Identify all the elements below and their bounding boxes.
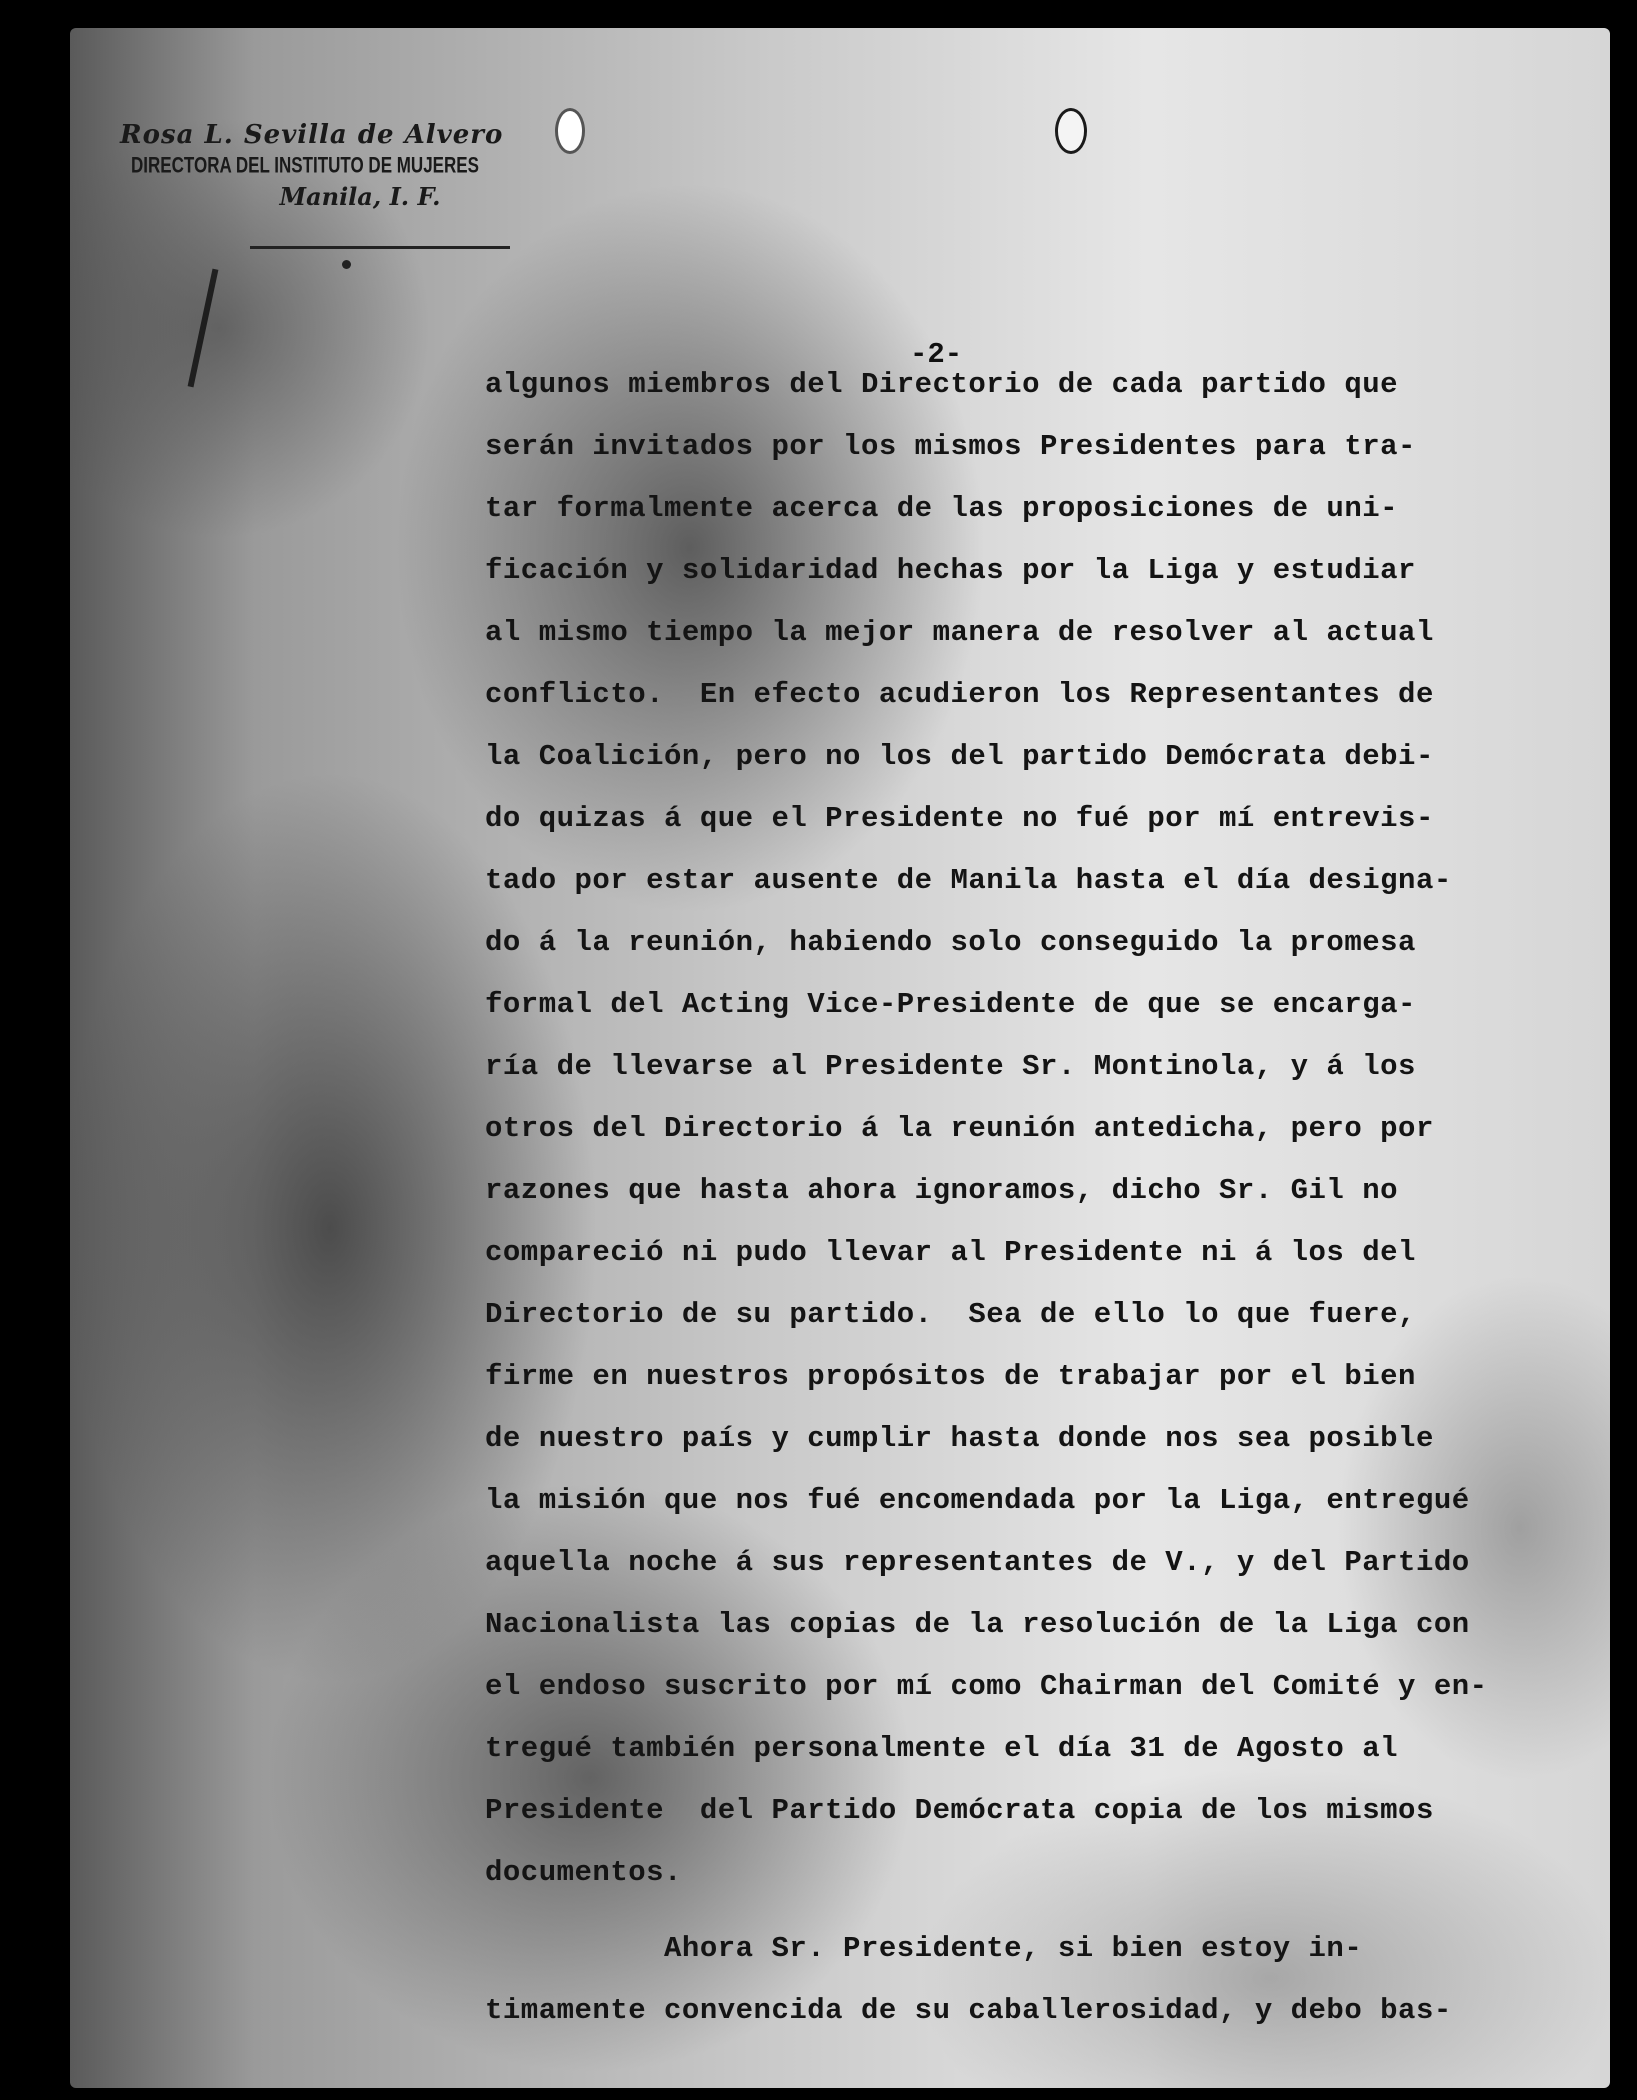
body-line: timamente convencida de su caballerosidad, y debo bas- (485, 1994, 1452, 2027)
body-line: Presidente del Partido Demócrata copia de los mismos (485, 1794, 1434, 1827)
letterhead-name: Rosa L. Sevilla de Alvero (120, 120, 504, 150)
body-line: do á la reunión, habiendo solo conseguido la promesa (485, 926, 1416, 959)
body-line: serán invitados por los mismos Presidentes para tra- (485, 430, 1416, 463)
letterhead-stamp (120, 120, 504, 211)
body-line: formal del Acting Vice-Presidente de que se encarga- (485, 988, 1416, 1021)
body-line: el endoso suscrito por mí como Chairman del Comité y en- (485, 1670, 1488, 1703)
body-line: Nacionalista las copias de la resolución de la Liga con (485, 1608, 1470, 1641)
letterhead-dot (342, 260, 351, 269)
letterhead-title: DIRECTORA DEL INSTITUTO DE MUJERES (131, 153, 479, 178)
body-line: compareció ni pudo llevar al Presidente ni á los del (485, 1236, 1416, 1269)
letterhead-city: Manila, I. F. (279, 182, 441, 211)
body-line: razones que hasta ahora ignoramos, dicho Sr. Gil no (485, 1174, 1399, 1207)
body-line: Ahora Sr. Presidente, si bien estoy in- (485, 1932, 1363, 1965)
body-line: tar formalmente acerca de las proposiciones de uni- (485, 492, 1399, 525)
body-line: la Coalición, pero no los del partido Demócrata debi- (485, 740, 1434, 773)
body-line: ría de llevarse al Presidente Sr. Montinola, y á los (485, 1050, 1416, 1083)
body-line: aquella noche á sus representantes de V., y del Partido (485, 1546, 1470, 1579)
body-line: tregué también personalmente el día 31 de Agosto al (485, 1732, 1399, 1765)
body-line: otros del Directorio á la reunión antedicha, pero por (485, 1112, 1434, 1145)
body-line: de nuestro país y cumplir hasta donde nos sea posible (485, 1422, 1434, 1455)
page-number: -2- (910, 338, 963, 371)
body-line: ficación y solidaridad hechas por la Liga y estudiar (485, 554, 1416, 587)
body-line: do quizas á que el Presidente no fué por mí entrevis- (485, 802, 1434, 835)
punch-hole-right (1055, 108, 1087, 154)
document-page (70, 28, 1610, 2088)
body-line: Directorio de su partido. Sea de ello lo que fuere, (485, 1298, 1416, 1331)
paper-tear (188, 269, 219, 388)
body-line: firme en nuestros propósitos de trabajar por el bien (485, 1360, 1416, 1393)
body-line: algunos miembros del Directorio de cada partido que (485, 368, 1399, 401)
body-line: la misión que nos fué encomendada por la Liga, entregué (485, 1484, 1470, 1517)
body-line: conflicto. En efecto acudieron los Representantes de (485, 678, 1434, 711)
letterhead-underline (250, 246, 510, 249)
punch-hole-left (555, 108, 585, 154)
body-line: al mismo tiempo la mejor manera de resolver al actual (485, 616, 1434, 649)
body-line: documentos. (485, 1856, 682, 1889)
body-line: tado por estar ausente de Manila hasta el día designa- (485, 864, 1452, 897)
